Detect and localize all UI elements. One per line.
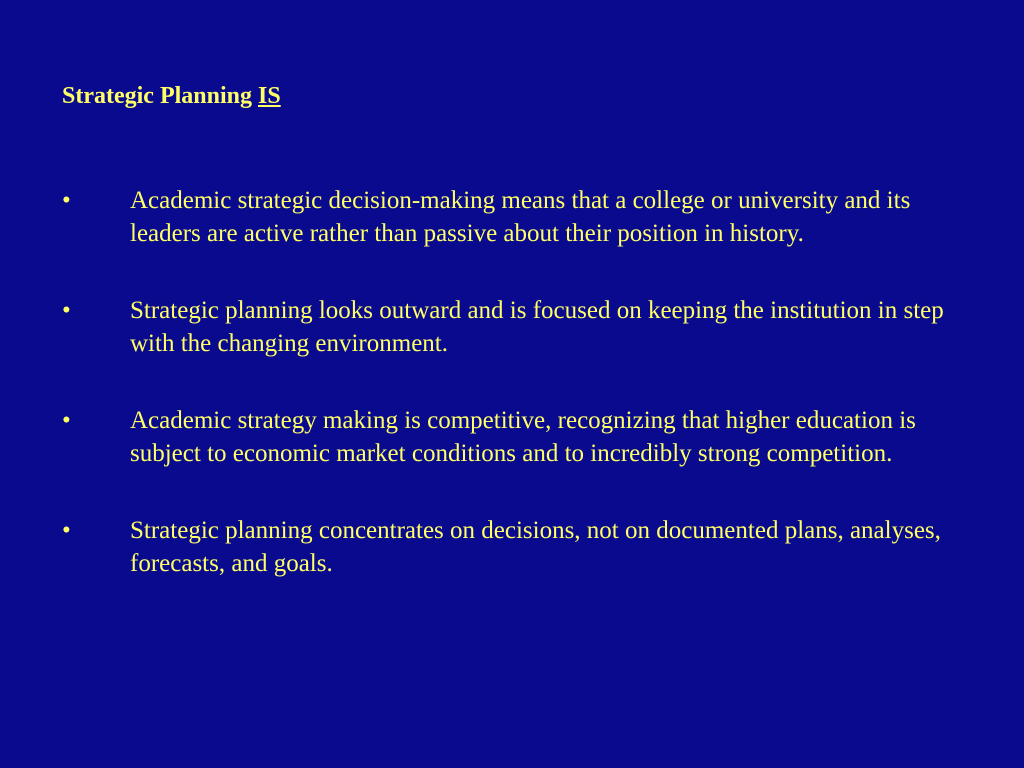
bullet-text: Academic strategic decision-making means that a college or university and its leaders are active rather than passive about their position in history. — [130, 187, 911, 247]
bullet-item — [62, 514, 972, 580]
slide-title-text: Strategic Planning — [62, 83, 258, 109]
bullet-marker: • — [62, 517, 71, 544]
bullet-marker: • — [62, 407, 71, 434]
bullet-item — [62, 404, 972, 470]
bullet-marker: • — [62, 187, 71, 214]
bullet-text: Strategic planning concentrates on decisions, not on documented plans, analyses, forecasts, and goals. — [130, 517, 941, 577]
bullet-list — [62, 184, 972, 624]
bullet-item — [62, 184, 972, 250]
slide-title-emphasis: IS — [258, 83, 281, 109]
bullet-marker: • — [62, 297, 71, 324]
bullet-text: Strategic planning looks outward and is focused on keeping the institution in step with the changing environment. — [130, 297, 944, 357]
bullet-item — [62, 294, 972, 360]
bullet-text: Academic strategy making is competitive, recognizing that higher education is subject to economic market conditions and to incredibly strong competition. — [130, 407, 916, 467]
slide-title — [62, 80, 281, 112]
